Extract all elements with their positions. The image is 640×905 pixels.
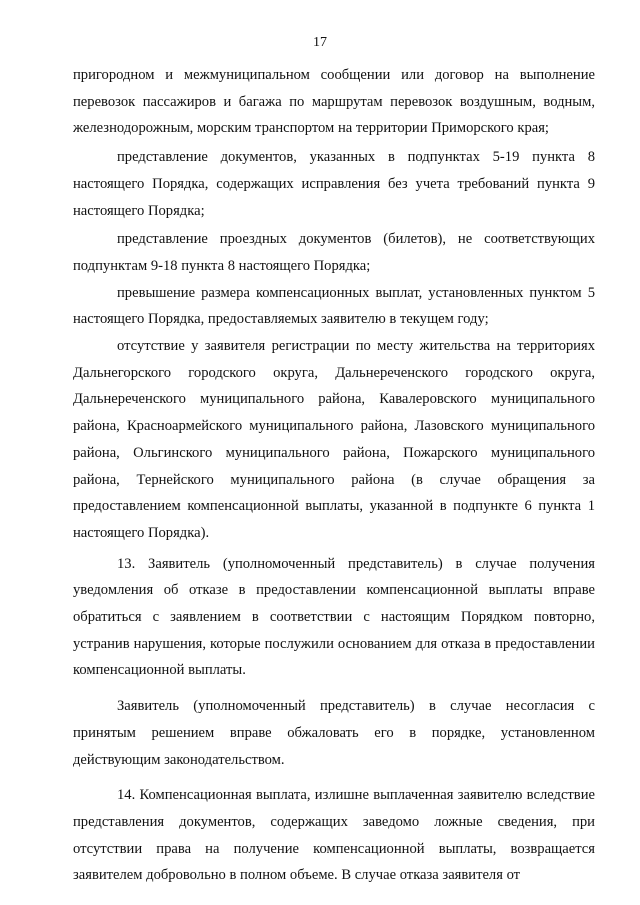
page-number: 17: [313, 35, 327, 50]
paragraph-travel-documents: представление проездных документов (билетов), не соответствующих подпунктам 9-18 пункта 8 настоящего Порядка;: [73, 231, 595, 274]
paragraph-payment-limit: превышение размера компенсационных выплат, установленных пунктом 5 настоящего Порядка, предоставляемых заявителю в текущем году;: [73, 284, 595, 328]
paragraph-item-14: 14. Компенсационная выплата, излишне выплаченная заявителю вследствие представления документов, содержащих заведомо ложные сведения, при отсутствии права на получение компенсационной выплаты, возвращается заявителем добровольно в полном объеме. В случае отказа заявителя от: [73, 787, 595, 884]
paragraph-appeal: Заявитель (уполномоченный представитель) в случае несогласия с принятым решением вправе обжаловать его в порядке, установленном действующим законодательством.: [73, 698, 595, 768]
paragraph-transport-contract: пригородном и межмуниципальном сообщении или договор на выполнение перевозок пассажиров и багажа по маршрутам перевозок воздушным, водным, железнодорожным, морским транспортом на территории Приморского края;: [73, 67, 595, 137]
paragraph-item-13: 13. Заявитель (уполномоченный представитель) в случае получения уведомления об отказе в предоставлении компенсационной выплаты вправе обратиться с заявлением в соответствии с настоящим Порядком повторно, устранив нарушения, которые послужили основанием для отказа в предоставлении компенсационной выплаты.: [73, 555, 595, 679]
document-body: [73, 62, 595, 889]
paragraph-registration-absence: отсутствие у заявителя регистрации по месту жительства на территориях Дальнегорского городского округа, Дальнереченского городского округа, Дальнереченского муниципального района, Кавалеровского муниципального района, Красноармейского муниципального района, Лазовского муниципального района, Ольгинского муниципального района, Пожарского муниципального района, Тернейского муниципального района (в случае обращения за предоставлением компенсационной выплаты, указанной в подпункте 6 пункта 1 настоящего Порядка).: [73, 338, 595, 541]
paragraph-documents-corrections: представление документов, указанных в подпунктах 5-19 пункта 8 настоящего Порядка, содержащих исправления без учета требований пункта 9 настоящего Порядка;: [73, 149, 595, 219]
